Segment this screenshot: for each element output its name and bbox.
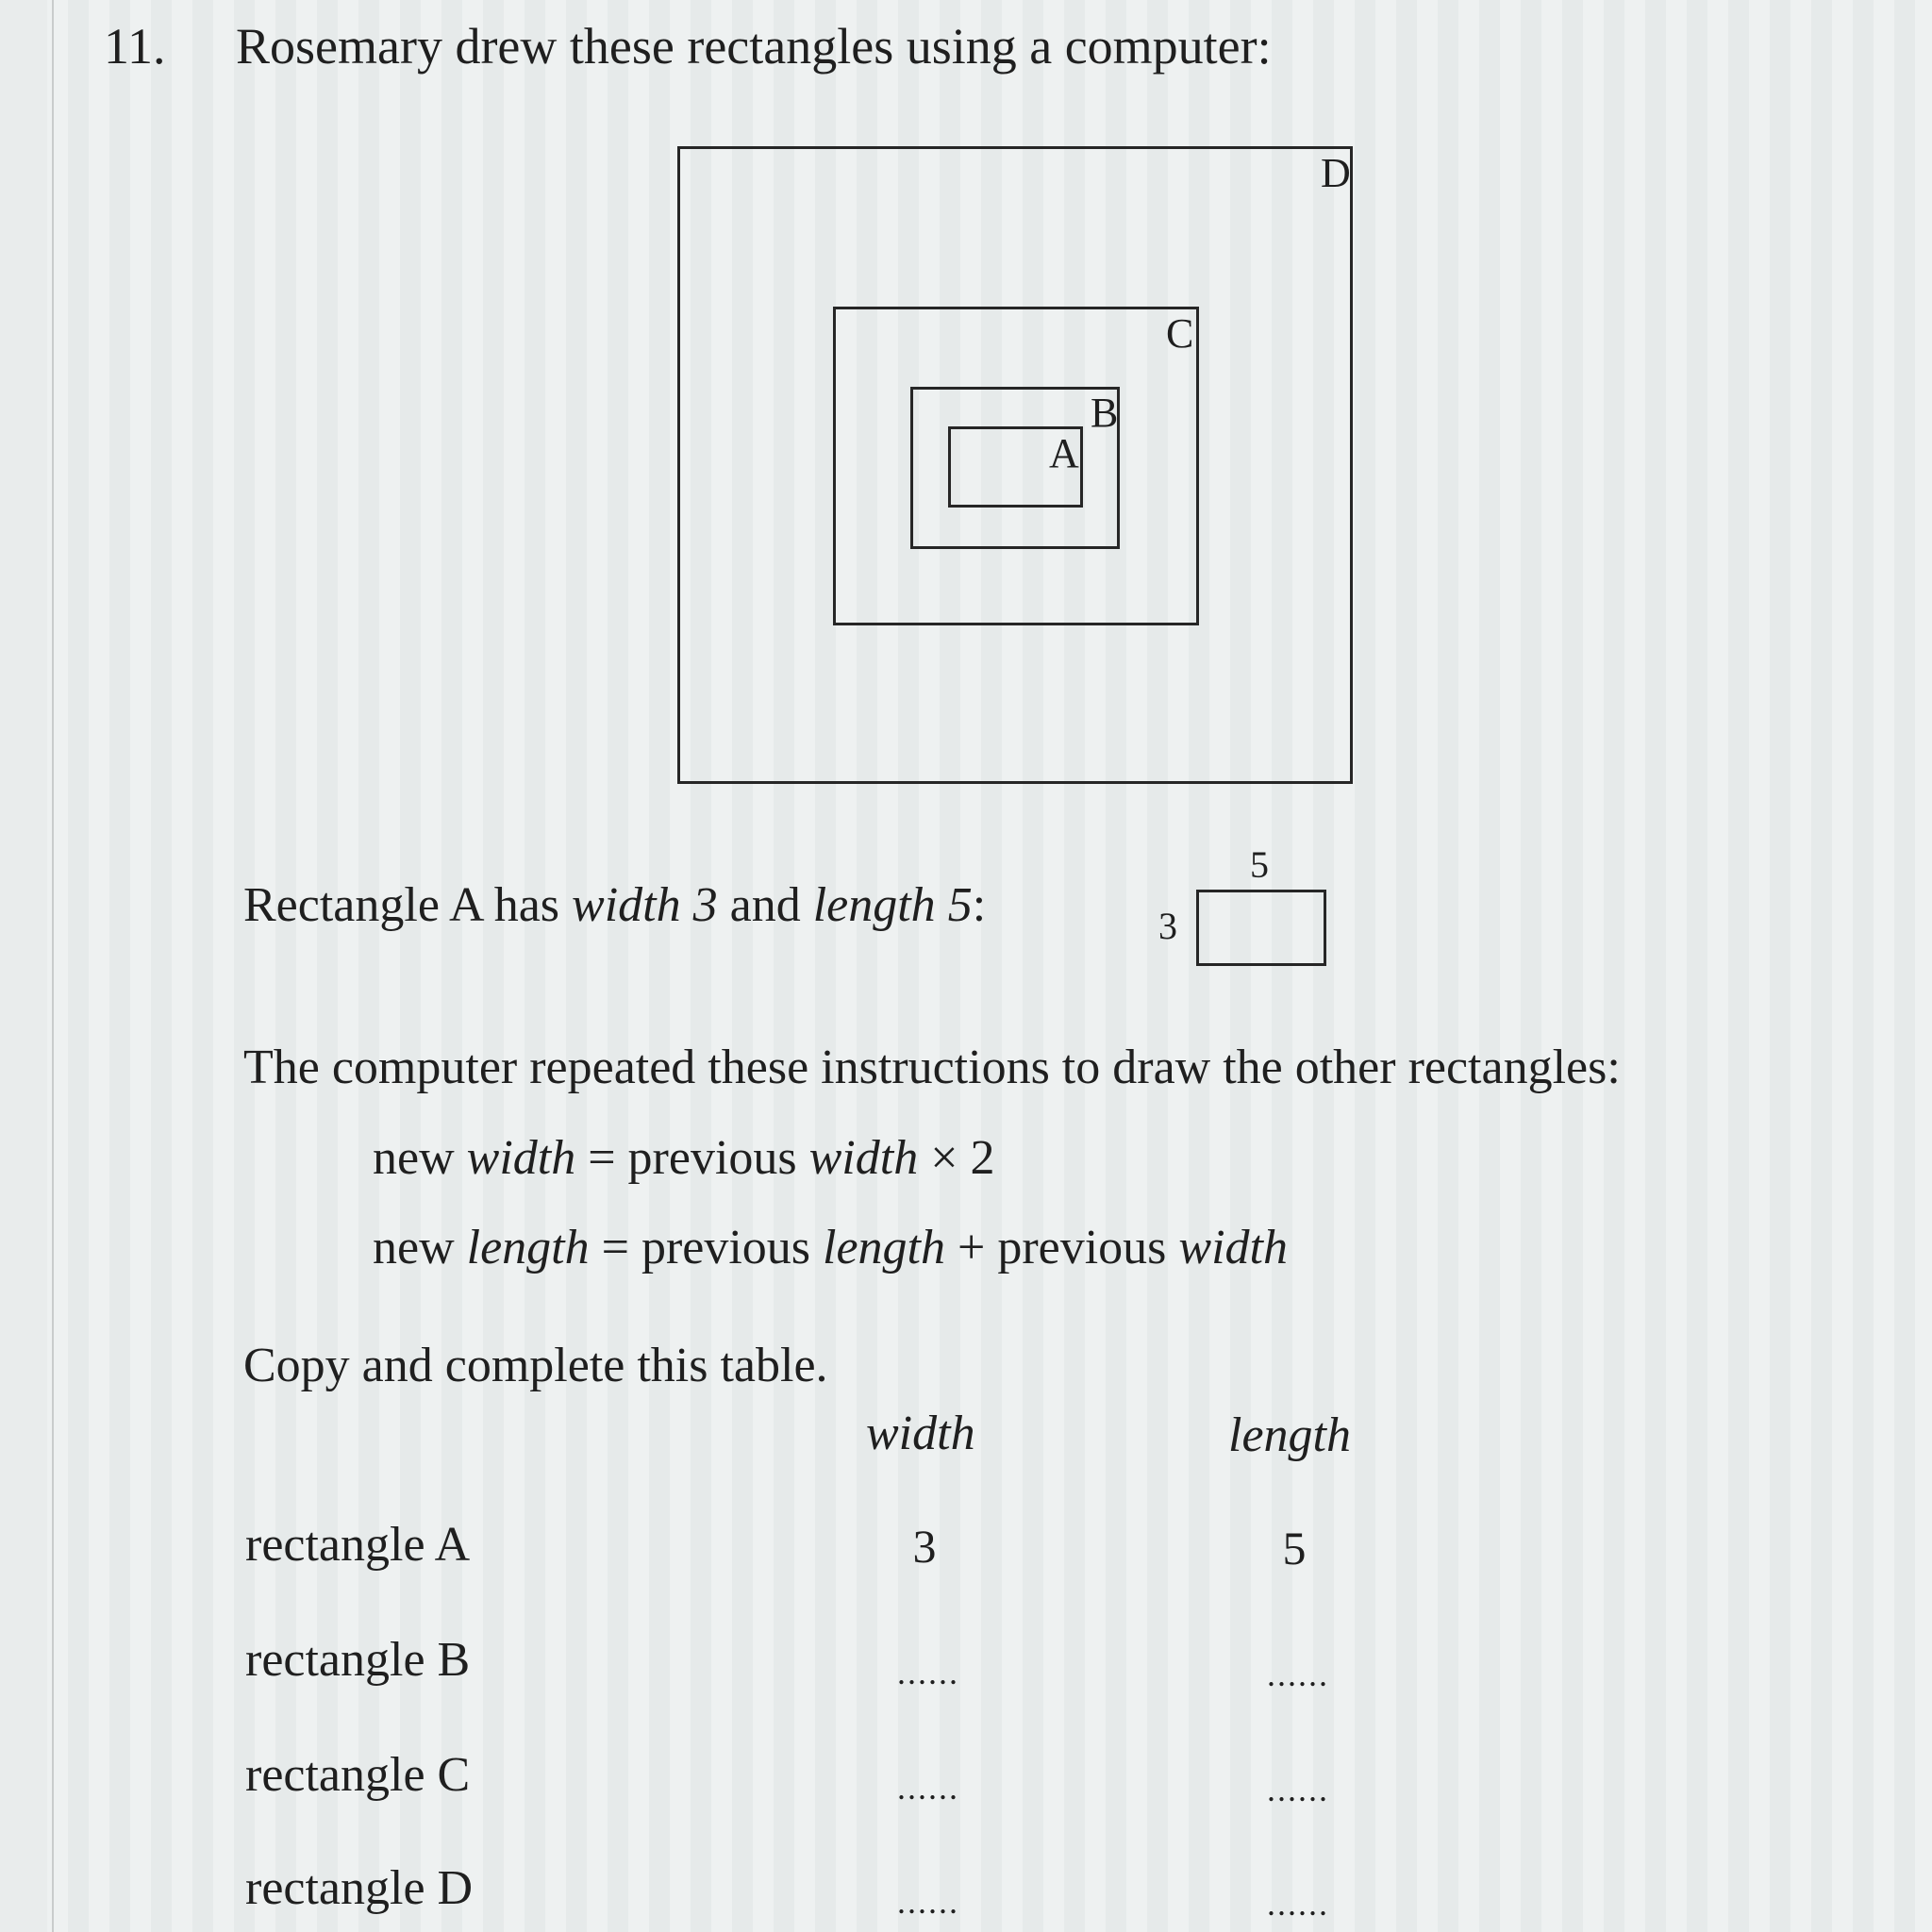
width-answer-blank[interactable]: ...... [897, 1883, 959, 1921]
length-answer-blank[interactable]: ...... [1267, 1771, 1329, 1808]
rule-new-length: new length = previous length + previous width [373, 1221, 1288, 1274]
rule-new-width: new width = previous width × 2 [373, 1131, 995, 1185]
length-cell: 5 [1282, 1522, 1307, 1574]
length-answer-blank[interactable]: ...... [1267, 1885, 1329, 1923]
small-rect-width-label: 3 [1158, 905, 1177, 947]
small-rectangle-a [1196, 890, 1326, 966]
table-prompt: Copy and complete this table. [243, 1339, 828, 1392]
rectangle-a-statement: Rectangle A has width 3 and length 5: [243, 878, 987, 932]
rectangle-c-label: C [1166, 310, 1194, 357]
row-label: rectangle C [245, 1748, 471, 1802]
question-number: 11. [104, 18, 166, 75]
margin-line [52, 0, 54, 1932]
rectangle-b-label: B [1091, 390, 1119, 436]
column-header-length: length [1228, 1408, 1351, 1462]
row-label: rectangle D [245, 1861, 474, 1915]
rectangle-a-label: A [1049, 430, 1079, 476]
instructions-intro: The computer repeated these instructions to draw the other rectangles: [243, 1041, 1621, 1094]
width-cell: 3 [912, 1520, 937, 1573]
question-title: Rosemary drew these rectangles using a computer: [236, 18, 1272, 75]
width-answer-blank[interactable]: ...... [897, 1654, 959, 1691]
column-header-width: width [866, 1407, 975, 1460]
rectangle-d-label: D [1321, 150, 1351, 196]
length-answer-blank[interactable]: ...... [1267, 1656, 1329, 1693]
row-label: rectangle A [245, 1518, 471, 1572]
width-answer-blank[interactable]: ...... [897, 1769, 959, 1807]
row-label: rectangle B [245, 1633, 471, 1687]
small-rect-length-label: 5 [1250, 843, 1269, 886]
